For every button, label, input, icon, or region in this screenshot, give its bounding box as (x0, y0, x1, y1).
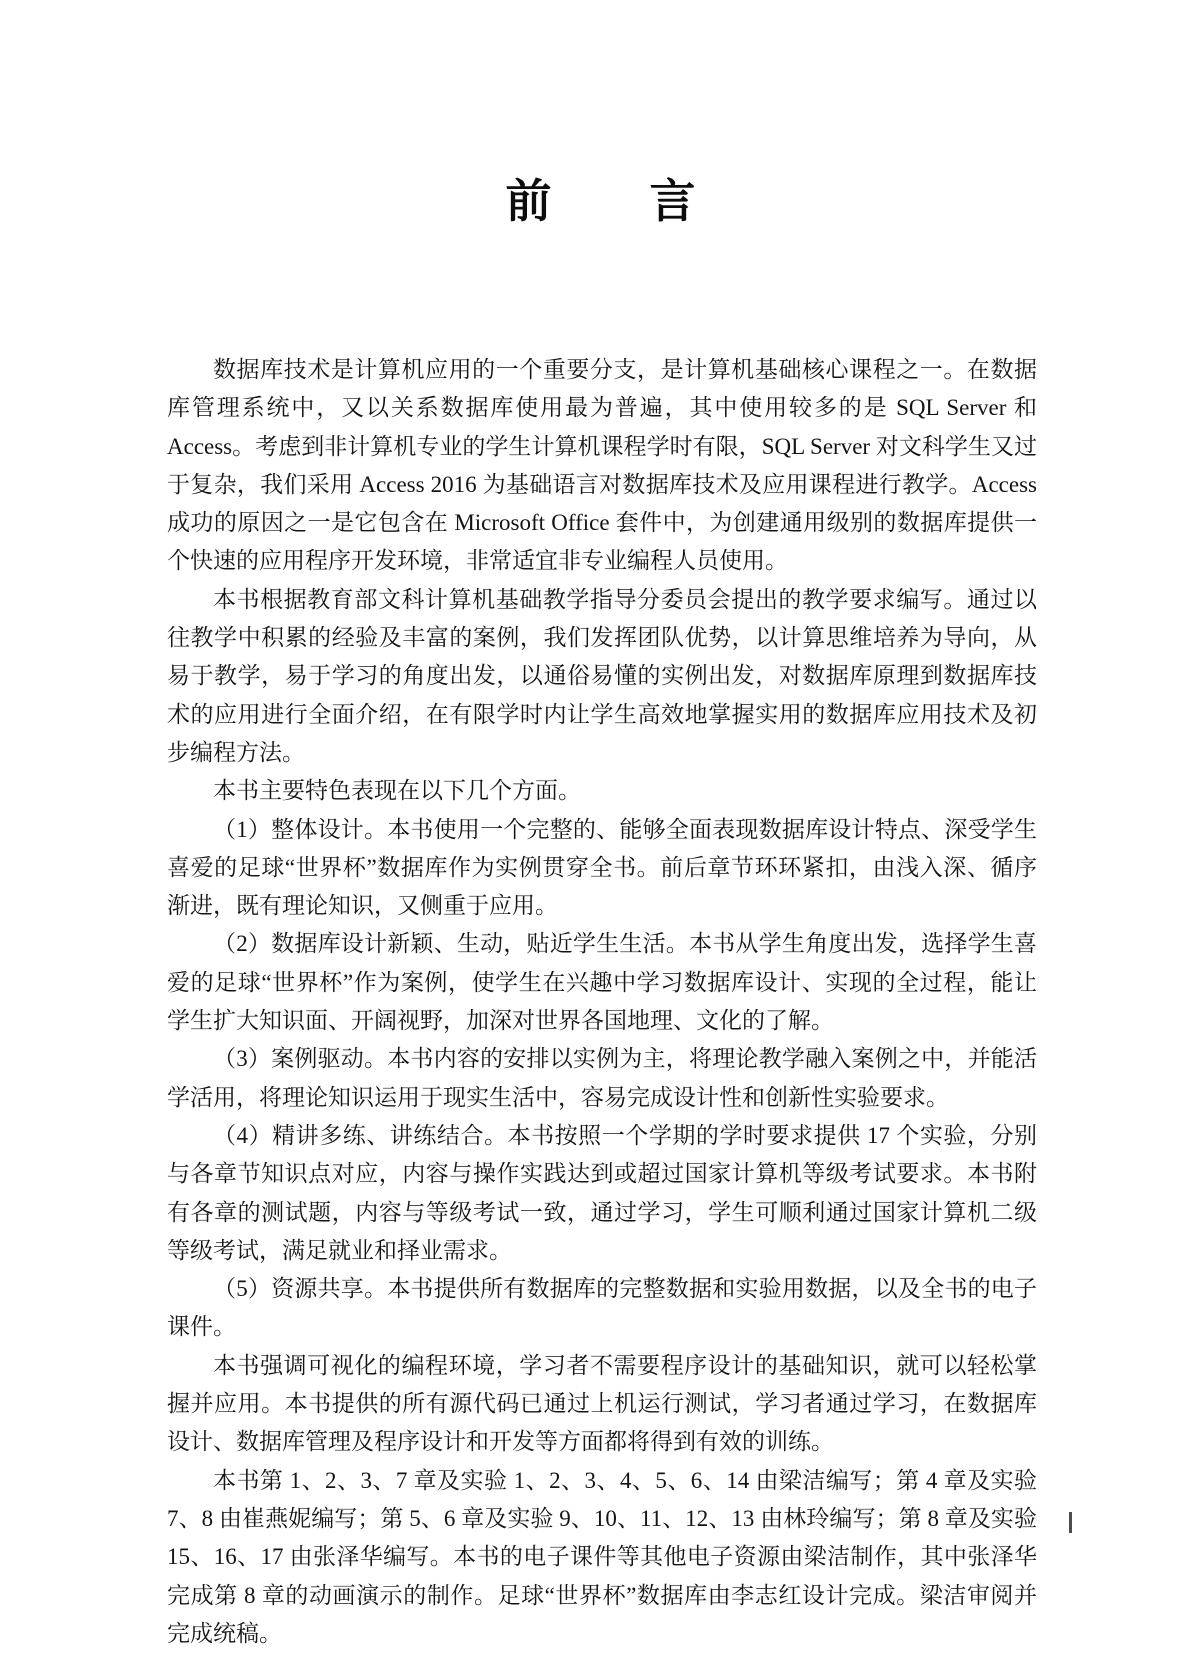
paragraph: 本书主要特色表现在以下几个方面。 (213, 778, 581, 804)
paragraph: （4）精讲多练、讲练结合。本书按照一个学期的学时要求提供 17 个实验，分别与各章节知识点对应，内容与操作实践达到或超过国家计算机等级考试要求。本书附有各章的测试题，内容与等级考试一致，通过学习，学生可顺利通过国家计算机二级等级考试，满足就业和择业需求。 (167, 1122, 1037, 1263)
paragraph: （5）资源共享。本书提供所有数据库的完整数据和实验用数据，以及全书的电子课件。 (167, 1276, 1037, 1340)
paragraph: 本书强调可视化的编程环境，学习者不需要程序设计的基础知识，就可以轻松掌握并应用。本书提供的所有源代码已通过上机运行测试，学习者通过学习，在数据库设计、数据库管理及程序设计和开发等方面都将得到有效的训练。 (167, 1352, 1037, 1455)
paragraph: （3）案例驱动。本书内容的安排以实例为主，将理论教学融入案例之中，并能活学活用，将理论知识运用于现实生活中，容易完成设计性和创新性实验要求。 (167, 1046, 1037, 1110)
paragraph: 本书根据教育部文科计算机基础教学指导分委员会提出的教学要求编写。通过以往教学中积累的经验及丰富的案例，我们发挥团队优势，以计算思维培养为导向，从易于教学，易于学习的角度出发，以通俗易懂的实例出发，对数据库原理到数据库技术的应用进行全面介绍，在有限学时内让学生高效地掌握实用的数据库应用技术及初步编程方法。 (167, 586, 1037, 765)
page-title: 前 言 (505, 175, 698, 227)
text-cursor-mark (1069, 1512, 1072, 1533)
paragraph: 数据库技术是计算机应用的一个重要分支，是计算机基础核心课程之一。在数据库管理系统中，又以关系数据库使用最为普遍，其中使用较多的是 SQL Server 和 Access。考虑到非计算机专业的学生计算机课程学时有限，SQL Server 对文科学生又过于复杂，我们采用 Access 2016 为基础语言对数据库技术及应用课程进行教学。Access 成功的原因之一是它包含在 Microsoft Office 套件中，为创建通用级别的数据库提供一个快速的应用程序开发环境，非常适宜非专业编程人员使用。 (167, 357, 1037, 574)
paragraph: （2）数据库设计新颖、生动，贴近学生生活。本书从学生角度出发，选择学生喜爱的足球“世界杯”作为案例，使学生在兴趣中学习数据库设计、实现的全过程，能让学生扩大知识面、开阔视野，加深对世界各国地理、文化的了解。 (167, 931, 1037, 1034)
paragraph: （1）整体设计。本书使用一个完整的、能够全面表现数据库设计特点、深受学生喜爱的足球“世界杯”数据库作为实例贯穿全书。前后章节环环紧扣，由浅入深、循序渐进，既有理论知识，又侧重于应用。 (167, 816, 1037, 919)
preface-body (167, 351, 1037, 1653)
paragraph: 本书第 1、2、3、7 章及实验 1、2、3、4、5、6、14 由梁洁编写；第 4 章及实验 7、8 由崔燕妮编写；第 5、6 章及实验 9、10、11、12、13 由林玲编写；第 8 章及实验 15、16、17 由张泽华编写。本书的电子课件等其他电子资源由梁洁制作，其中张泽华完成第 8 章的动画演示的制作。足球“世界杯”数据库由李志红设计完成。梁洁审阅并完成统稿。 (167, 1467, 1037, 1646)
